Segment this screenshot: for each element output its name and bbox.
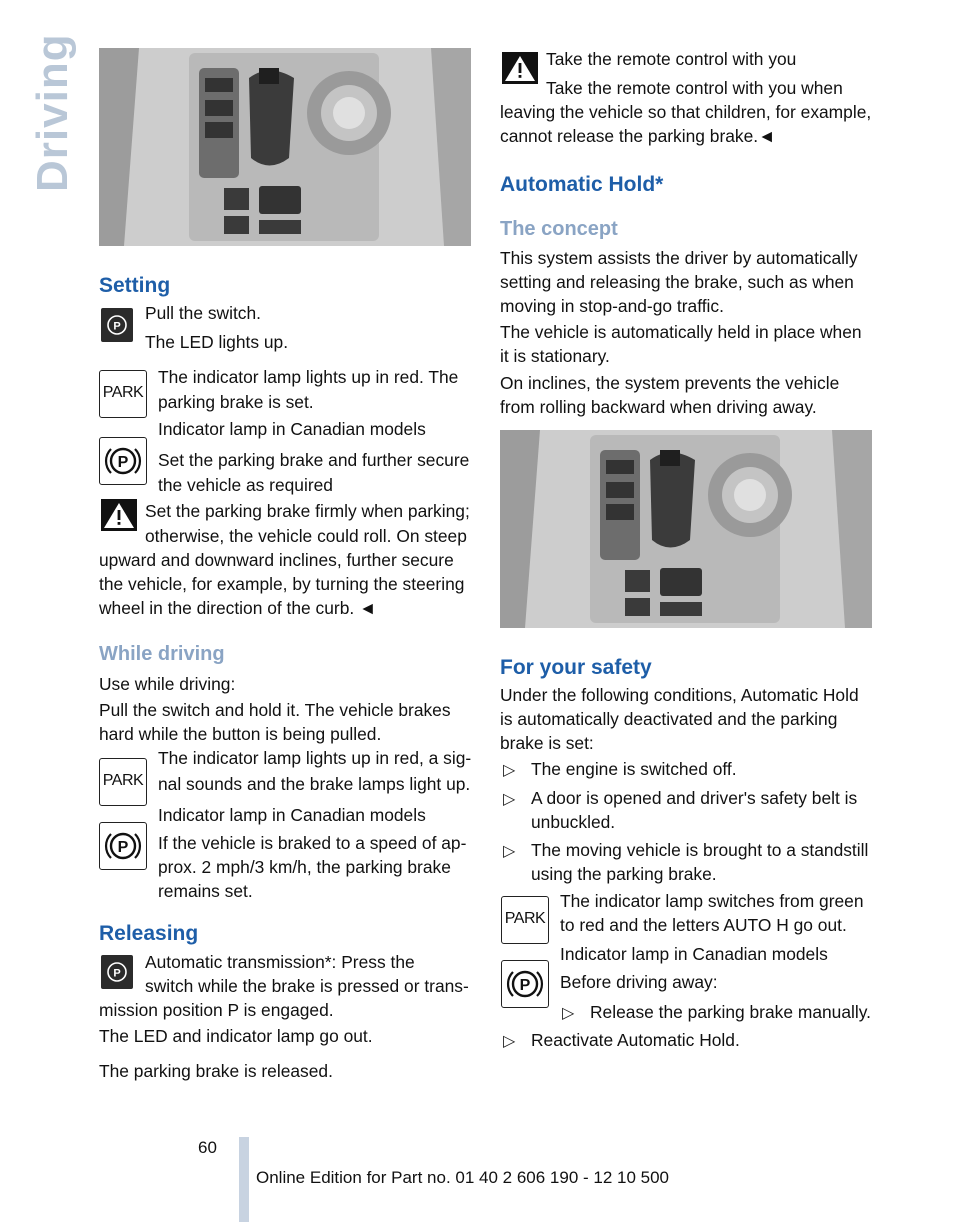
- driving-brake-line-1: If the vehicle is braked to a speed of ap‐: [158, 833, 467, 853]
- right-canadian-label: Indicator lamp in Canadian models: [560, 944, 828, 964]
- svg-text:P: P: [113, 967, 121, 980]
- while-driving-heading: While driving: [99, 643, 225, 665]
- before-driving-label: Before driving away:: [560, 972, 718, 992]
- driving-line-2: Pull the switch and hold it. The vehicle brakes: [99, 700, 451, 720]
- safety-line: Under the following conditions, Automatic Hold: [500, 685, 859, 705]
- chapter-tab: [20, 33, 77, 192]
- safety-line: brake is set:: [500, 733, 594, 753]
- bullet-item: The moving vehicle is brought to a standstill: [531, 840, 869, 860]
- setting-secure-line-2: the vehicle as required: [158, 475, 333, 495]
- releasing-heading: Releasing: [99, 922, 199, 945]
- park-indicator-icon: [501, 896, 549, 944]
- reactivate-item: Reactivate Automatic Hold.: [531, 1030, 740, 1050]
- park-indicator-text: PARK: [102, 384, 144, 401]
- driving-brake-line-2: prox. 2 mph/3 km/h, the parking brake: [158, 857, 451, 877]
- concept-line: from rolling backward when driving away.: [500, 397, 817, 417]
- setting-secure-line-1: Set the parking brake and further secure: [158, 450, 470, 470]
- chapter-tab-label: Driving: [28, 33, 77, 192]
- releasing-line-2: switch while the brake is pressed or trans‐: [145, 976, 469, 996]
- safety-line: is automatically deactivated and the parking: [500, 709, 838, 729]
- canadian-p-indicator-icon: [501, 960, 549, 1008]
- footer-bar: [239, 1137, 249, 1222]
- warning-icon: [502, 52, 538, 84]
- warning-line-5: wheel in the direction of the curb. ◄: [99, 598, 377, 618]
- concept-line: The vehicle is automatically held in place when: [500, 322, 862, 342]
- warning-line-2: otherwise, the vehicle could roll. On steep: [145, 526, 467, 546]
- remote-line-1: Take the remote control with you when: [546, 78, 843, 98]
- driving-indicator-line-1: The indicator lamp lights up in red, a sig‐: [158, 748, 472, 768]
- page-number: 60: [198, 1138, 217, 1157]
- releasing-line-1: Automatic transmission*: Press the: [145, 952, 415, 972]
- setting-line-2: The LED lights up.: [145, 332, 289, 352]
- bullet-item: A door is opened and driver's safety belt is: [531, 788, 858, 808]
- park-indicator-icon: [99, 370, 147, 418]
- bullet-item-continued: using the parking brake.: [531, 864, 717, 884]
- remote-line-3: cannot release the parking brake.◄: [500, 126, 776, 146]
- svg-text:P: P: [117, 839, 129, 856]
- releasing-line-4: The LED and indicator lamp go out.: [99, 1026, 373, 1046]
- svg-text:P: P: [519, 977, 531, 994]
- bullet-icon: ▷: [503, 762, 516, 779]
- concept-heading: The concept: [500, 218, 618, 240]
- parking-brake-switch-icon: [101, 308, 133, 342]
- releasing-line-5: The parking brake is released.: [99, 1061, 333, 1081]
- driving-brake-line-3: remains set.: [158, 881, 253, 901]
- svg-text:P: P: [117, 454, 129, 471]
- park-indicator-text: PARK: [504, 910, 546, 927]
- console-photo-2: [500, 430, 872, 628]
- bullet-icon: ▷: [503, 1033, 516, 1050]
- concept-line: On inclines, the system prevents the vehicle: [500, 373, 840, 393]
- canadian-p-indicator-icon: [99, 822, 147, 870]
- warning-line-1: Set the parking brake firmly when parking;: [145, 501, 470, 521]
- setting-heading: Setting: [99, 274, 171, 297]
- parking-brake-switch-icon: [101, 955, 133, 989]
- park-indicator-icon: [99, 758, 147, 806]
- safety-heading: For your safety: [500, 656, 652, 679]
- green-line-2: to red and the letters AUTO H go out.: [560, 915, 847, 935]
- driving-line-1: Use while driving:: [99, 674, 236, 694]
- console-photo-1: [99, 48, 471, 246]
- remote-line-2: leaving the vehicle so that children, for example,: [500, 102, 872, 122]
- bullet-item-continued: unbuckled.: [531, 812, 616, 832]
- park-indicator-text: PARK: [102, 772, 144, 789]
- concept-line: This system assists the driver by automatically: [500, 248, 858, 268]
- driving-line-3: hard while the button is being pulled.: [99, 724, 382, 744]
- setting-indicator-line-2: parking brake is set.: [158, 392, 314, 412]
- bullet-icon: ▷: [562, 1005, 575, 1022]
- canadian-p-indicator-icon: [99, 437, 147, 485]
- concept-line: moving in stop-and-go traffic.: [500, 296, 724, 316]
- bullet-icon: ▷: [503, 843, 516, 860]
- driving-canadian-label: Indicator lamp in Canadian models: [158, 805, 426, 825]
- setting-canadian-label: Indicator lamp in Canadian models: [158, 419, 426, 439]
- automatic-hold-heading: Automatic Hold*: [500, 173, 664, 196]
- green-line-1: The indicator lamp switches from green: [560, 891, 864, 911]
- warning-line-3: upward and downward inclines, further secure: [99, 550, 454, 570]
- svg-text:P: P: [113, 320, 121, 333]
- releasing-line-3: mission position P is engaged.: [99, 1000, 334, 1020]
- footer-edition: Online Edition for Part no. 01 40 2 606 190 - 12 10 500: [256, 1168, 670, 1187]
- setting-line-1: Pull the switch.: [145, 303, 261, 323]
- concept-line: it is stationary.: [500, 346, 610, 366]
- concept-line: setting and releasing the brake, such as when: [500, 272, 854, 292]
- remote-title: Take the remote control with you: [546, 49, 797, 69]
- sub-bullet-item: Release the parking brake manually.: [590, 1002, 871, 1022]
- bullet-item: The engine is switched off.: [531, 759, 737, 779]
- driving-indicator-line-2: nal sounds and the brake lamps light up.: [158, 774, 471, 794]
- setting-indicator-line-1: The indicator lamp lights up in red. The: [158, 367, 459, 387]
- warning-line-4: the vehicle, for example, by turning the steering: [99, 574, 465, 594]
- bullet-icon: ▷: [503, 791, 516, 808]
- warning-icon: [101, 499, 137, 531]
